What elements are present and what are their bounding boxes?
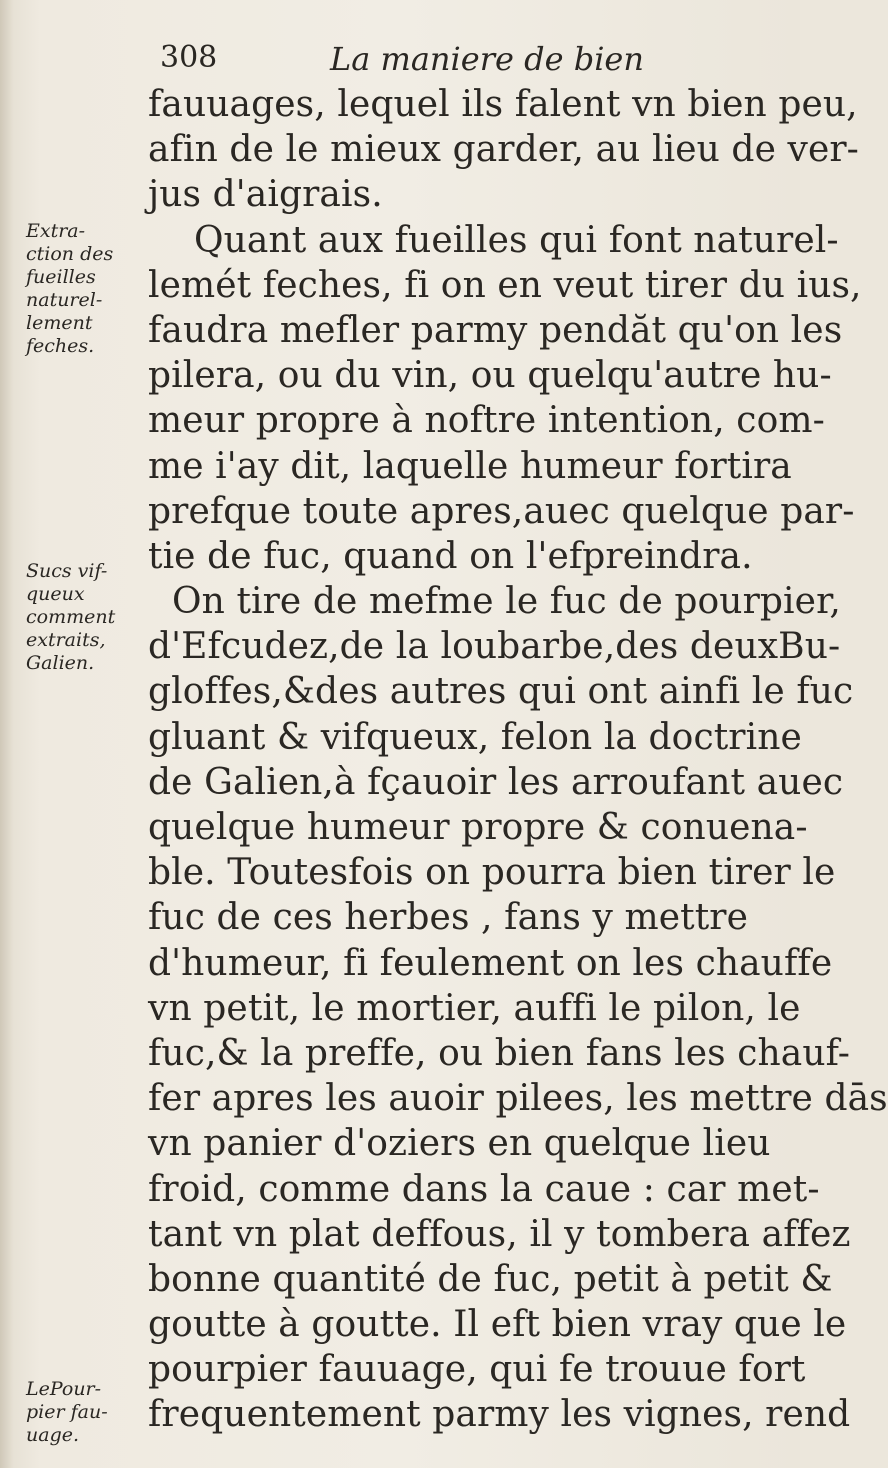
margin-note-viscous-juices bbox=[26, 560, 144, 675]
text-line: vn panier d'oziers en quelque lieu bbox=[148, 1123, 771, 1165]
text-line: gloffes,&des autres qui ont ainfi le fuc bbox=[148, 671, 854, 713]
margin-note-line: fueilles bbox=[26, 266, 96, 288]
text-line: goutte à goutte. Il eft bien vray que le bbox=[148, 1304, 847, 1346]
text-line: gluant & vifqueux, felon la doctrine bbox=[148, 716, 802, 758]
margin-note-line: extraits, bbox=[26, 629, 106, 651]
margin-note-line: ction des bbox=[26, 243, 114, 265]
text-line: faudra mefler parmy pendăt qu'on les bbox=[148, 309, 843, 351]
margin-note-line: Extra- bbox=[26, 220, 86, 242]
text-line: jus d'aigrais. bbox=[148, 174, 383, 216]
margin-note-line: LePour- bbox=[26, 1378, 102, 1400]
text-line: quelque humeur propre & conuena- bbox=[148, 807, 808, 848]
margin-note-extraction bbox=[26, 220, 144, 358]
text-line: tie de fuc, quand on l'efpreindra. bbox=[148, 535, 753, 577]
margin-note-line: queux bbox=[26, 583, 85, 605]
text-line: me i'ay dit, laquelle humeur fortira bbox=[148, 445, 792, 487]
text-line: tant vn plat deffous, il y tombera affez bbox=[148, 1213, 851, 1255]
text-line: prefque toute apres,auec quelque par- bbox=[148, 490, 855, 532]
text-line: fauuages, lequel ils falent vn bien peu, bbox=[148, 84, 858, 125]
text-line: de Galien,à fçauoir les arroufant auec bbox=[148, 761, 844, 803]
page-number: 308 bbox=[160, 40, 218, 75]
book-gutter bbox=[0, 0, 14, 1468]
running-title: La maniere de bien bbox=[330, 40, 644, 78]
text-line: fuc,& la preffe, ou bien fans les chauf- bbox=[148, 1032, 851, 1074]
margin-note-line: comment bbox=[26, 606, 116, 628]
margin-note-line: Galien. bbox=[26, 652, 95, 674]
text-line: lemét feches, fi on en veut tirer du ius, bbox=[148, 264, 862, 306]
text-line: froid, comme dans la caue : car met- bbox=[148, 1168, 820, 1210]
margin-note-line: feches. bbox=[26, 335, 95, 357]
text-line: pourpier fauuage, qui fe trouue fort bbox=[148, 1349, 806, 1391]
text-line: ble. Toutesfois on pourra bien tirer le bbox=[148, 852, 836, 894]
margin-note-wild-purslane bbox=[26, 1378, 144, 1447]
text-line: fer apres les auoir pilees, les mettre dās bbox=[148, 1078, 888, 1120]
margin-note-line: lement bbox=[26, 312, 93, 334]
text-line: fuc de ces herbes , fans y mettre bbox=[148, 897, 749, 939]
text-line: meur propre à noftre intention, com- bbox=[148, 400, 825, 442]
text-line: vn petit, le mortier, auffi le pilon, le bbox=[148, 987, 801, 1029]
text-line: frequentement parmy les vignes, rend bbox=[148, 1394, 851, 1436]
margin-note-line: Sucs vif- bbox=[26, 560, 108, 582]
page-header bbox=[160, 40, 780, 84]
margin-note-line: naturel- bbox=[26, 289, 103, 311]
text-line: pilera, ou du vin, ou quelqu'autre hu- bbox=[148, 355, 832, 397]
margin-note-line: pier fau- bbox=[26, 1401, 108, 1423]
body-text bbox=[148, 82, 888, 1438]
text-line: Quant aux fueilles qui font naturel- bbox=[194, 219, 839, 261]
text-line: afin de le mieux garder, au lieu de ver- bbox=[148, 129, 859, 171]
margin-note-line: uage. bbox=[26, 1424, 80, 1446]
text-line: On tire de mefme le fuc de pourpier, bbox=[172, 581, 841, 623]
text-line: bonne quantité de fuc, petit à petit & bbox=[148, 1258, 833, 1300]
text-line: d'humeur, fi feulement on les chauffe bbox=[148, 942, 833, 984]
text-line: d'Efcudez,de la loubarbe,des deuxBu- bbox=[148, 626, 841, 668]
